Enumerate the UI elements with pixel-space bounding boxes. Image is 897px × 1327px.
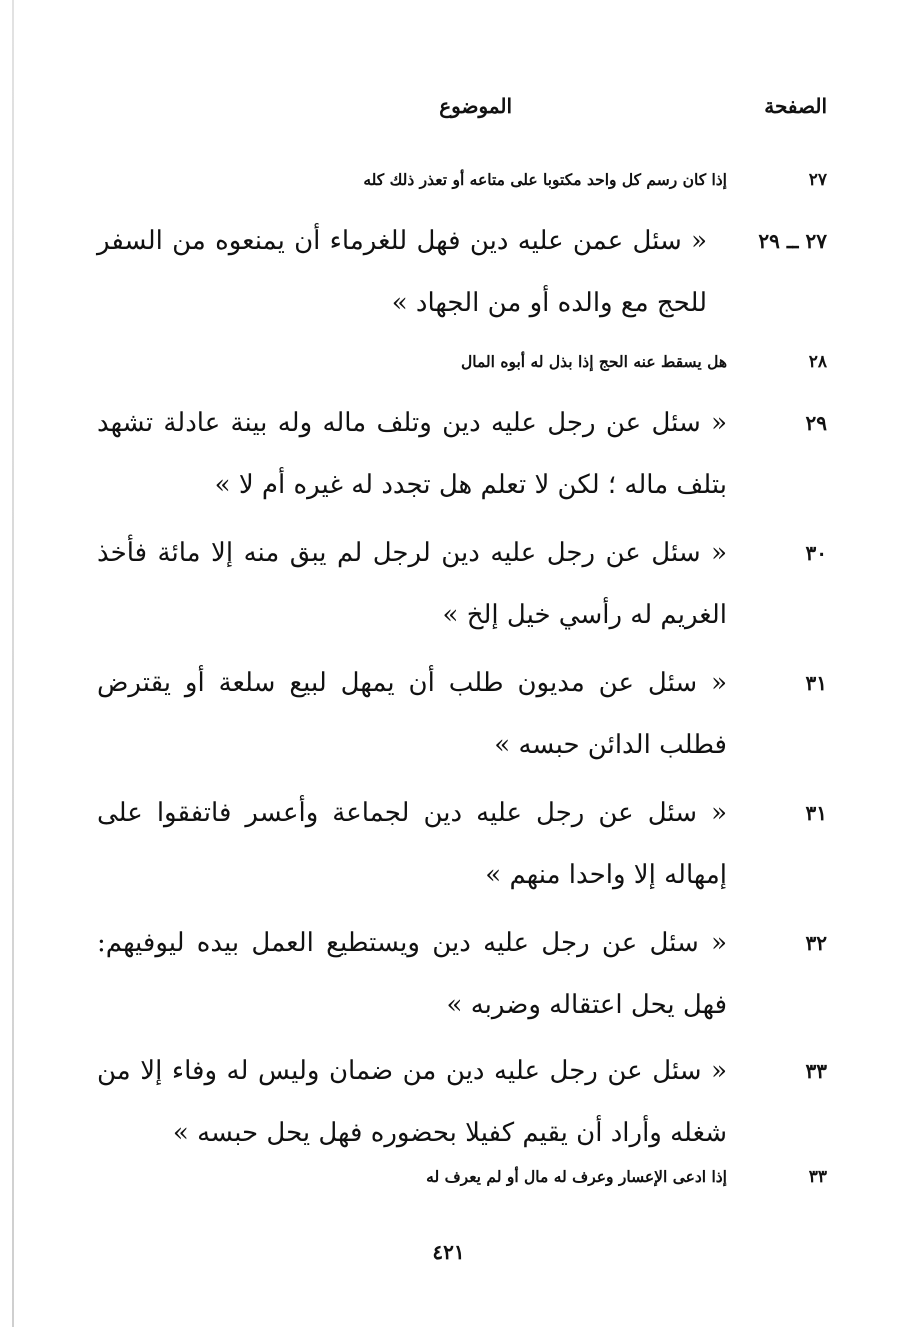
entry-text: هل يسقط عنه الحج إذا بذل له أبوه المال — [460, 352, 727, 371]
entry-text: « سئل عمن عليه دين فهل للغرماء أن يمنعوه من السفر للحج مع والده أو من الجهاد » — [97, 226, 707, 318]
entry-page-number: ٣٣ — [805, 1059, 827, 1083]
entry-page-number: ٣٣ — [808, 1167, 827, 1187]
page-column-header: الصفحة — [764, 94, 827, 118]
page-folio-number: ٤٢١ — [432, 1240, 465, 1264]
entry-text: إذا كان رسم كل واحد مكتوبا على متاعه أو تعذر ذلك كله — [363, 170, 727, 189]
topic-column-header: الموضوع — [439, 94, 512, 118]
entry-text: « سئل عن رجل عليه دين ويستطيع العمل بيده ليوفيهم: فهل يحل اعتقاله وضربه » — [97, 928, 727, 1020]
entry-page-number: ٢٨ — [808, 352, 827, 372]
entry-text: « سئل عن مديون طلب أن يمهل لبيع سلعة أو يقترض فطلب الدائن حبسه » — [97, 668, 727, 760]
entry-page-number: ٢٧ — [808, 170, 827, 190]
entry-page-number: ٣١ — [805, 801, 827, 825]
entry-text: « سئل عن رجل عليه دين لرجل لم يبق منه إلا مائة فأخذ الغريم له رأسي خيل إلخ » — [97, 538, 727, 630]
entry-page-number: ٢٧ ــ ٢٩ — [758, 229, 827, 253]
entry-page-number: ٣١ — [805, 671, 827, 695]
entry-text: إذا ادعى الإعسار وعرف له مال أو لم يعرف له — [426, 1167, 727, 1186]
entry-page-number: ٣٢ — [805, 931, 827, 955]
entry-page-number: ٣٠ — [805, 541, 827, 565]
entry-text: « سئل عن رجل عليه دين من ضمان وليس له وفاء إلا من شغله وأراد أن يقيم كفيلا بحضوره فهل يحل حبسه » — [97, 1056, 727, 1148]
entry-text: « سئل عن رجل عليه دين لجماعة وأعسر فاتفقوا على إمهاله إلا واحدا منهم » — [97, 798, 727, 890]
entry-page-number: ٢٩ — [805, 411, 827, 435]
entry-text: « سئل عن رجل عليه دين وتلف ماله وله بينة عادلة تشهد بتلف ماله ؛ لكن لا تعلم هل تجدد له غيره أم لا » — [97, 408, 727, 500]
